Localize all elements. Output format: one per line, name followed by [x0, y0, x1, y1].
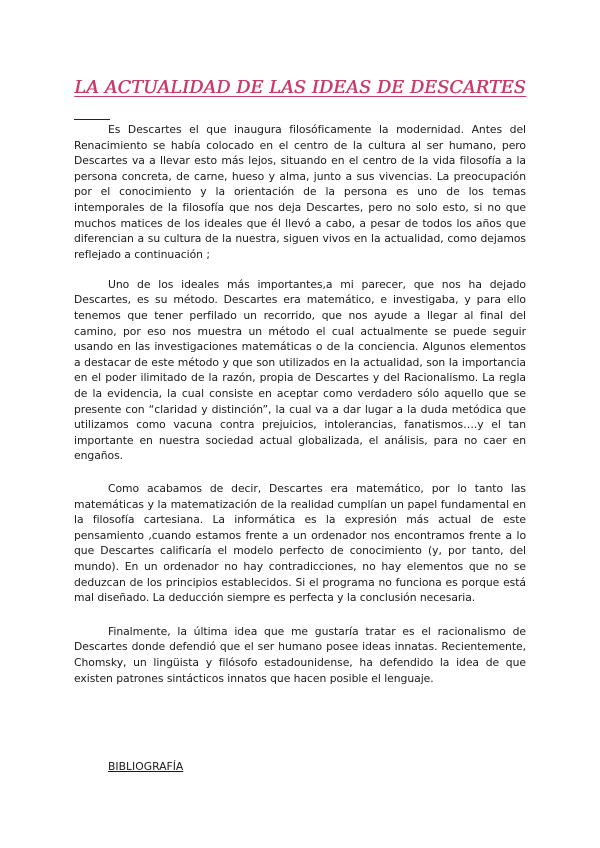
paragraph-method: Uno de los ideales más importantes,a mi parecer, que nos ha dejado Descartes, es su método. Descartes era matemático, e investigaba, y para ello tenemos que tener perfilado un recorrido, que nos ayude a llegar al final del camino, por eso nos muestra un método el cual actualmente se puede seguir usando en las investigaciones matemáticas o de la conciencia. Algunos elementos a destacar de este método y que son utilizados en la actualidad, son la importancia en el poder ilimitado de la razón, propia de Descartes y del Racionalismo. La regla de la evidencia, la cual consiste en aceptar como verdadero sólo aquello que se presente con “claridad y distinción”, la cual va a dar lugar a la duda metódica que utilizamos como vacuna contra prejuicios, intolerancias, fanatismos….y el tan importante en nuestra sociedad actual globalizada, el análisis, para no caer en engaños. [74, 277, 526, 463]
paragraph-mathematics: Como acabamos de decir, Descartes era matemático, por lo tanto las matemáticas y la matematización de la realidad cumplían un papel fundamental en la filosofía cartesiana. La informática es la expresión más actual de este pensamiento ,cuando estamos frente a un ordenador nos encontramos frente a lo que Descartes calificaría el modelo perfecto de conocimiento (y, por tanto, del mundo). En un ordenador no hay contradicciones, no hay elementos que no se deduzcan de los principios establecidos. Si el programa no funciona es porque está mal diseñado. La deducción siempre es perfecta y la conclusión necesaria. [74, 481, 526, 605]
short-rule-divider [74, 119, 110, 120]
bibliography-heading: BIBLIOGRAFÍA [108, 760, 184, 773]
document-body [74, 122, 526, 701]
paragraph-introduction: Es Descartes el que inaugura filosóficamente la modernidad. Antes del Renacimiento se había colocado en el centro de la cultura al ser humano, pero Descartes va a llevar esto más lejos, situando en el centro de la vida filosofía a la persona concreta, de carne, hueso y alma, junto a sus vivencias. La preocupación por el conocimiento y la orientación de la persona es uno de los temas intemporales de la filosofía que nos deja Descartes, pero no solo esto, si no que muchos matices de los ideales que él llevó a cabo, a pesar de todos los años que diferencian a su cultura de la nuestra, siguen vivos en la actualidad, como dejamos reflejado a continuación ; [74, 123, 526, 261]
paragraph-innate-ideas: Finalmente, la última idea que me gustaría tratar es el racionalismo de Descartes donde defendió que el ser humano posee ideas innatas. Recientemente, Chomsky, un lingüista y filósofo estadounidense, ha defendido la idea de que existen patrones sintácticos innatos que hacen posible el lenguaje. [74, 624, 526, 685]
document-title: LA ACTUALIDAD DE LAS IDEAS DE DESCARTES [74, 78, 526, 98]
